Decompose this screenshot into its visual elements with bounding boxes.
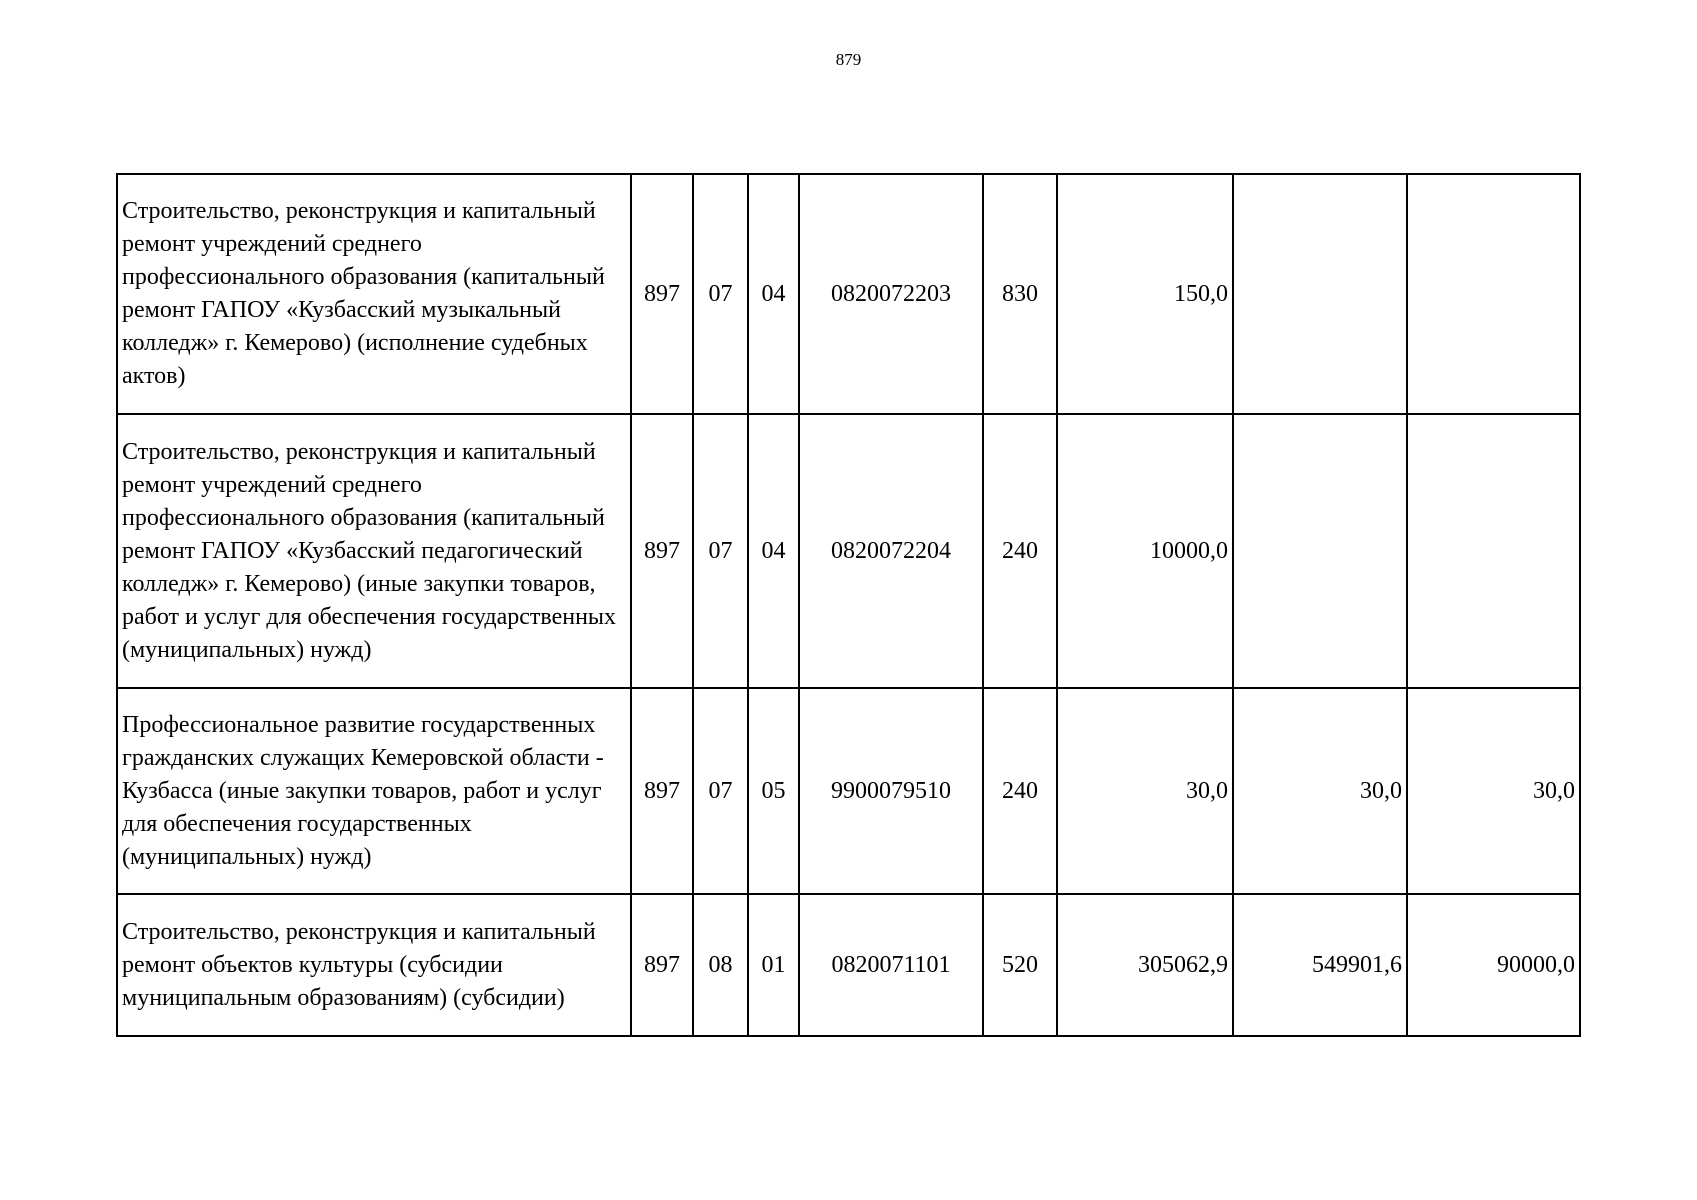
page-number: 879: [835, 50, 862, 69]
amount-2: [1233, 414, 1407, 688]
subsection-code: 01: [748, 894, 799, 1036]
ministry-code: 897: [631, 688, 693, 894]
budget-table: [116, 173, 1581, 1037]
amount-3: [1407, 174, 1580, 414]
section-code: 07: [693, 414, 748, 688]
amount-2: [1233, 174, 1407, 414]
subsection-code: 05: [748, 688, 799, 894]
expense-type-code: 240: [983, 688, 1057, 894]
target-article-code: 9900079510: [799, 688, 983, 894]
amount-1: 305062,9: [1057, 894, 1233, 1036]
amount-3: 30,0: [1407, 688, 1580, 894]
table-row: [117, 894, 1580, 1036]
row-description: Строительство, реконструкция и капитальный ремонт объектов культуры (субсидии муниципальным образованиям) (субсидии): [117, 894, 631, 1036]
amount-2: 30,0: [1233, 688, 1407, 894]
subsection-code: 04: [748, 414, 799, 688]
amount-3: [1407, 414, 1580, 688]
expense-type-code: 830: [983, 174, 1057, 414]
table-row: [117, 174, 1580, 414]
ministry-code: 897: [631, 894, 693, 1036]
target-article-code: 0820072203: [799, 174, 983, 414]
amount-1: 150,0: [1057, 174, 1233, 414]
ministry-code: 897: [631, 174, 693, 414]
amount-1: 10000,0: [1057, 414, 1233, 688]
amount-2: 549901,6: [1233, 894, 1407, 1036]
row-description: Строительство, реконструкция и капитальный ремонт учреждений среднего профессионального образования (капитальный ремонт ГАПОУ «Кузбасский педагогический колледж» г. Кемерово) (иные закупки товаров, работ и услуг для обеспечения государственных (муниципальных) нужд): [117, 414, 631, 688]
table-row: [117, 688, 1580, 894]
row-description: Профессиональное развитие государственных гражданских служащих Кемеровской области - Кузбасса (иные закупки товаров, работ и услуг для обеспечения государственных (муниципальных) нужд): [117, 688, 631, 894]
amount-1: 30,0: [1057, 688, 1233, 894]
amount-3: 90000,0: [1407, 894, 1580, 1036]
ministry-code: 897: [631, 414, 693, 688]
section-code: 08: [693, 894, 748, 1036]
section-code: 07: [693, 174, 748, 414]
row-description: Строительство, реконструкция и капитальный ремонт учреждений среднего профессионального образования (капитальный ремонт ГАПОУ «Кузбасский музыкальный колледж» г. Кемерово) (исполнение судебных актов): [117, 174, 631, 414]
section-code: 07: [693, 688, 748, 894]
expense-type-code: 240: [983, 414, 1057, 688]
table-row: [117, 414, 1580, 688]
target-article-code: 0820071101: [799, 894, 983, 1036]
target-article-code: 0820072204: [799, 414, 983, 688]
subsection-code: 04: [748, 174, 799, 414]
expense-type-code: 520: [983, 894, 1057, 1036]
